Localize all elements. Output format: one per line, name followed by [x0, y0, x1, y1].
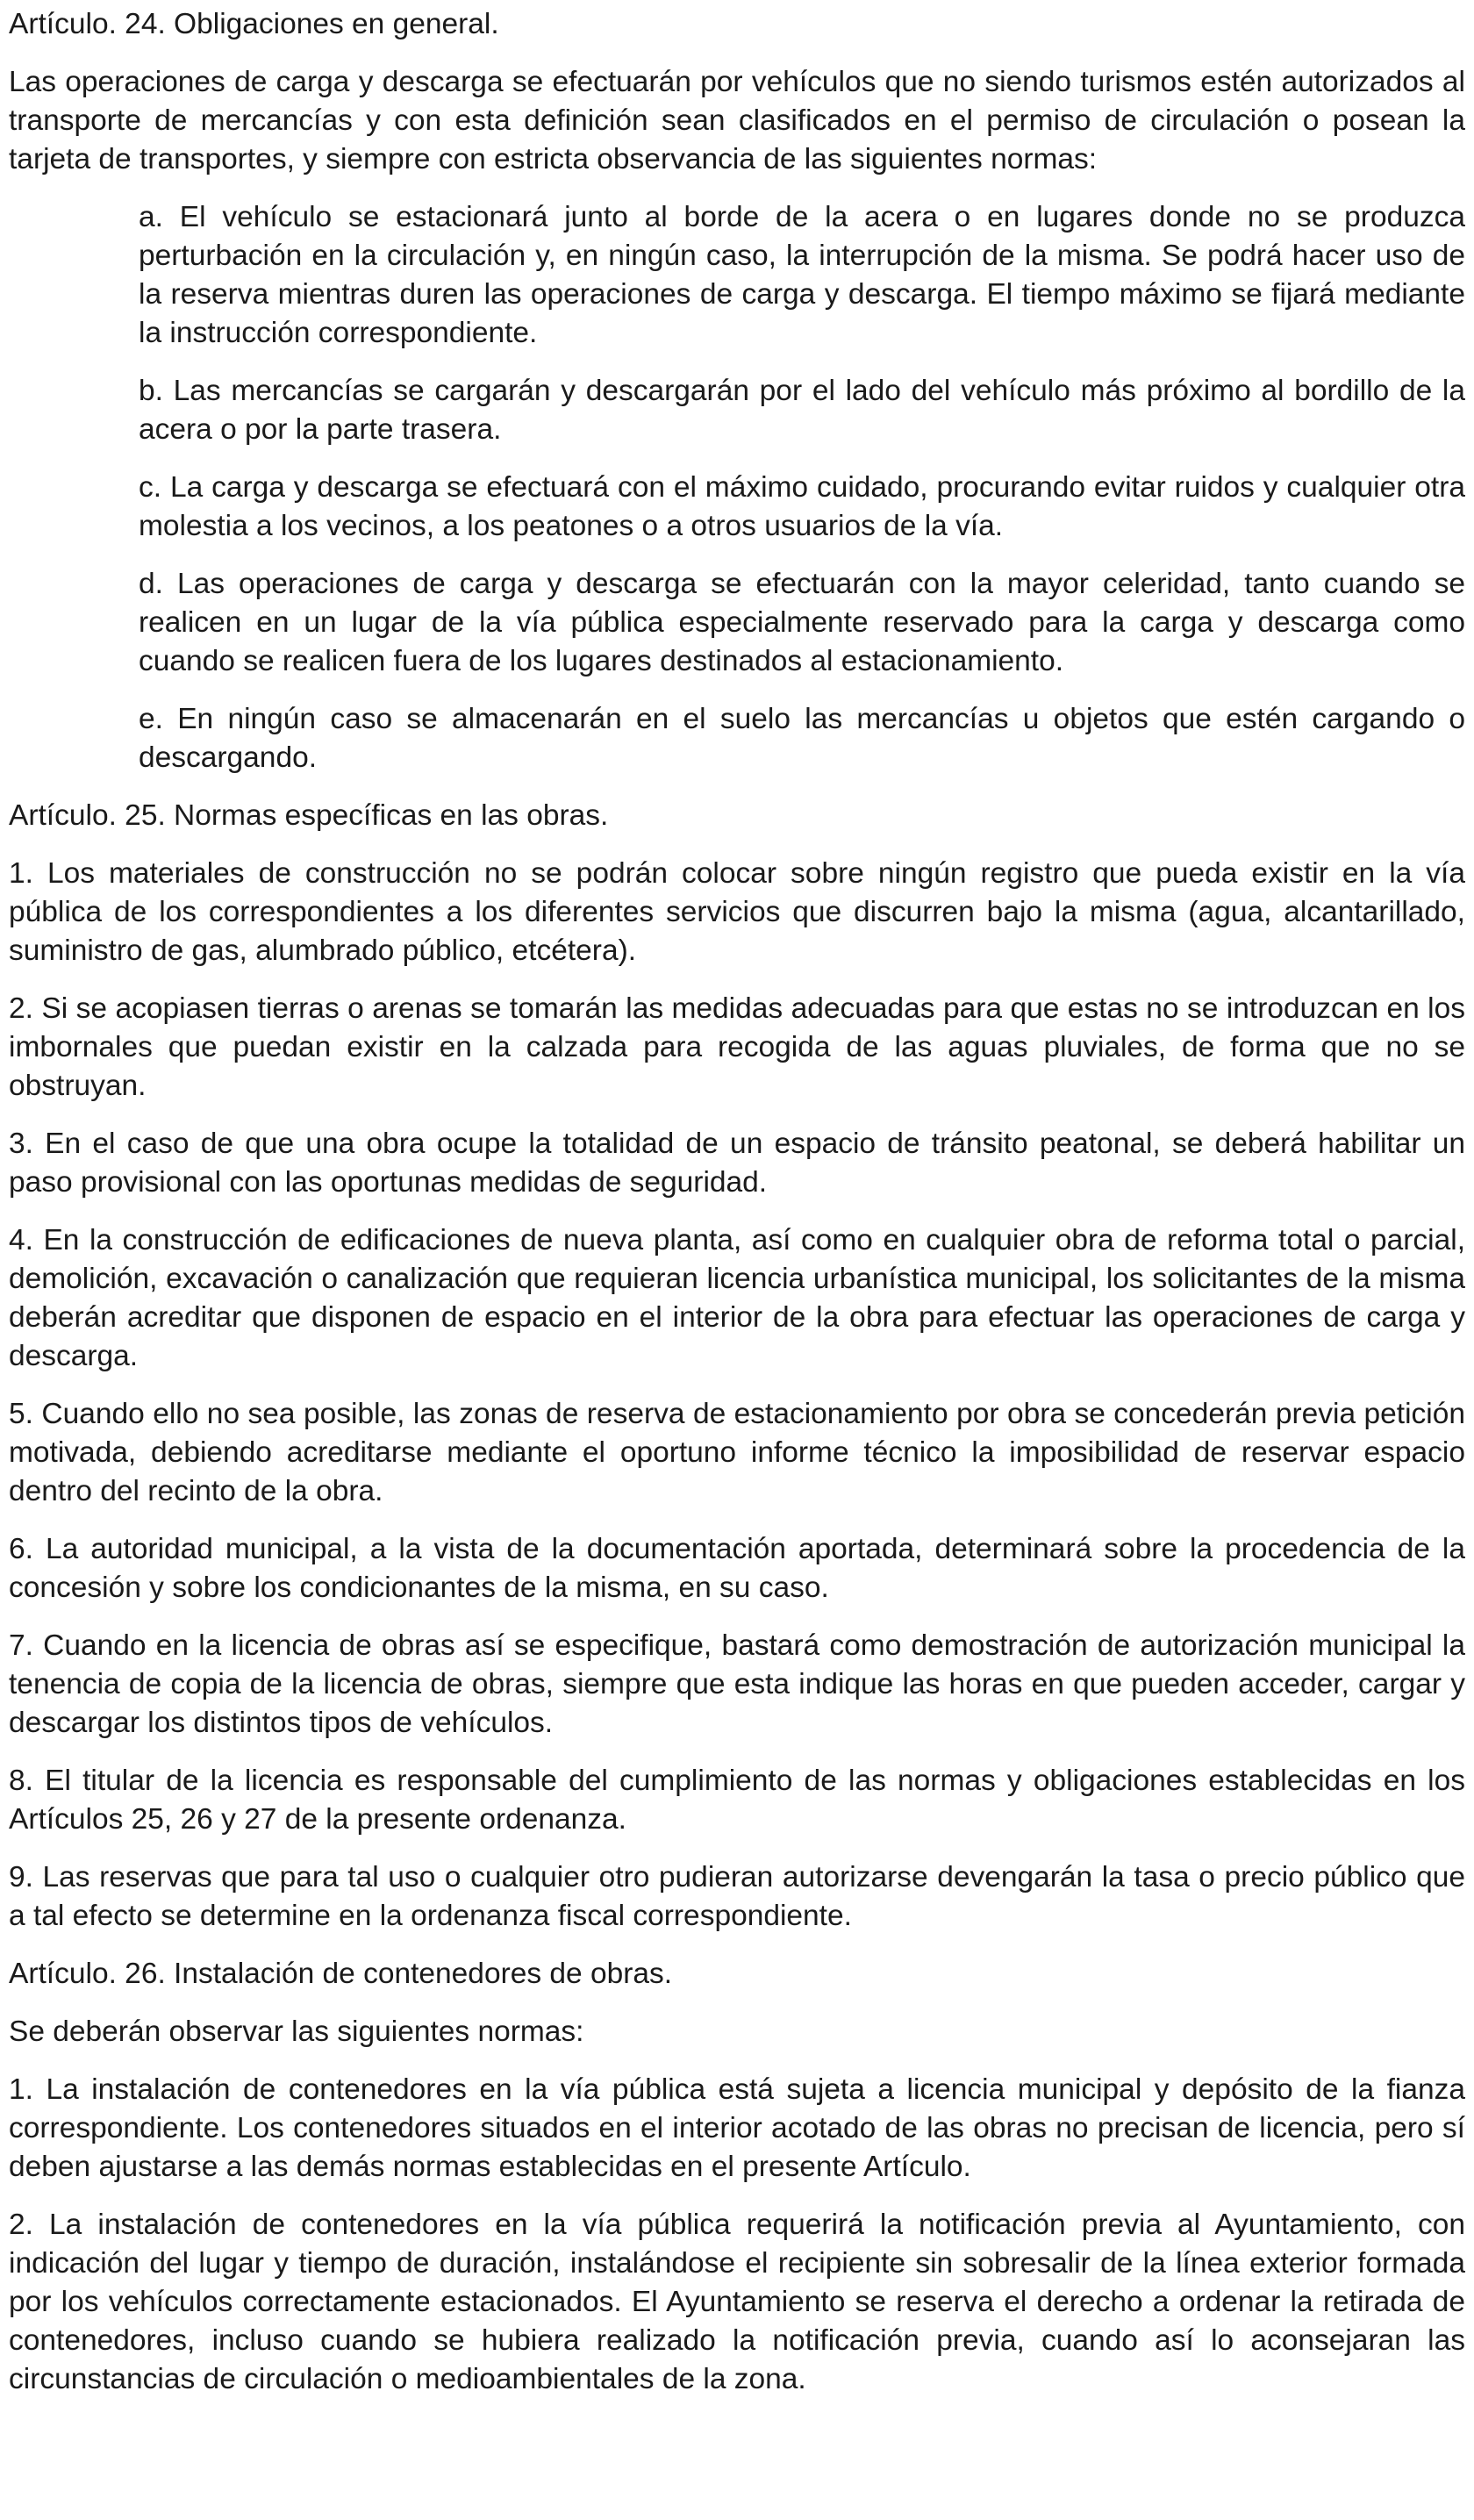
article-25-item-1: 1. Los materiales de construcción no se podrán colocar sobre ningún registro que pueda existir en la vía pública de los correspondientes a los diferentes servicios que discurren bajo la misma (agua, alcantarillado, suministro de gas, alumbrado público, etcétera). [9, 857, 1465, 967]
article-26-heading: Artículo. 26. Instalación de contenedores de obras. [9, 1958, 673, 1990]
article-25-heading: Artículo. 25. Normas específicas en las obras. [9, 799, 609, 832]
article-25-item-4: 4. En la construcción de edificaciones de nueva planta, así como en cualquier obra de reforma total o parcial, demolición, excavación o canalización que requieran licencia urbanística municipal, los solicitantes de la misma deberán acreditar que disponen de espacio en el interior de la obra para efectuar las operaciones de carga y descarga. [9, 1224, 1465, 1372]
article-25-item-2: 2. Si se acopiasen tierras o arenas se tomarán las medidas adecuadas para que estas no se introduzcan en los imbornales que puedan existir en la calzada para recogida de las aguas pluviales, de forma que no se obstruyan. [9, 992, 1465, 1102]
article-25-item-3: 3. En el caso de que una obra ocupe la totalidad de un espacio de tránsito peatonal, se deberá habilitar un paso provisional con las oportunas medidas de seguridad. [9, 1128, 1465, 1199]
article-26-item-1: 1. La instalación de contenedores en la vía pública está sujeta a licencia municipal y depósito de la fianza correspondiente. Los contenedores situados en el interior acotado de las obras no precisan de licencia, pero sí deben ajustarse a las demás normas establecidas en el presente Artículo. [9, 2073, 1465, 2183]
article-26-intro: Se deberán observar las siguientes normas: [9, 2015, 584, 2048]
document-page [9, 0, 1465, 2399]
article-25-item-8: 8. El titular de la licencia es responsable del cumplimiento de las normas y obligaciones establecidas en los Artículos 25, 26 y 27 de la presente ordenanza. [9, 1765, 1465, 1836]
article-24-intro: Las operaciones de carga y descarga se efectuarán por vehículos que no siendo turismos estén autorizados al transporte de mercancías y con esta definición sean clasificados en el permiso de circulación o posean la tarjeta de transportes, y siempre con estricta observancia de las siguientes normas: [9, 66, 1465, 175]
article-24-item-d: d. Las operaciones de carga y descarga se efectuarán con la mayor celeridad, tanto cuando se realicen en un lugar de la vía pública especialmente reservado para la carga y descarga como cuando se realicen fuera de los lugares destinados al estacionamiento. [139, 568, 1465, 677]
article-25-item-5: 5. Cuando ello no sea posible, las zonas de reserva de estacionamiento por obra se concederán previa petición motivada, debiendo acreditarse mediante el oportuno informe técnico la imposibilidad de reservar espacio dentro del recinto de la obra. [9, 1398, 1465, 1507]
article-24-item-c: c. La carga y descarga se efectuará con el máximo cuidado, procurando evitar ruidos y cualquier otra molestia a los vecinos, a los peatones o a otros usuarios de la vía. [139, 471, 1465, 542]
article-24-item-e: e. En ningún caso se almacenarán en el suelo las mercancías u objetos que estén cargando o descargando. [139, 703, 1465, 774]
article-26-item-2: 2. La instalación de contenedores en la vía pública requerirá la notificación previa al Ayuntamiento, con indicación del lugar y tiempo de duración, instalándose el recipiente sin sobresalir de la línea exterior formada por los vehículos correctamente estacionados. El Ayuntamiento se reserva el derecho a ordenar la retirada de contenedores, incluso cuando se hubiera realizado la notificación previa, cuando así lo aconsejaran las circunstancias de circulación o medioambientales de la zona. [9, 2209, 1465, 2395]
article-25-item-7: 7. Cuando en la licencia de obras así se especifique, bastará como demostración de autorización municipal la tenencia de copia de la licencia de obras, siempre que esta indique las horas en que pueden acceder, cargar y descargar los distintos tipos de vehículos. [9, 1629, 1465, 1739]
article-24-item-b: b. Las mercancías se cargarán y descargarán por el lado del vehículo más próximo al bordillo de la acera o por la parte trasera. [139, 375, 1465, 446]
article-24-heading: Artículo. 24. Obligaciones en general. [9, 8, 499, 40]
article-25-item-6: 6. La autoridad municipal, a la vista de la documentación aportada, determinará sobre la procedencia de la concesión y sobre los condicionantes de la misma, en su caso. [9, 1533, 1465, 1604]
article-25-item-9: 9. Las reservas que para tal uso o cualquier otro pudieran autorizarse devengarán la tasa o precio público que a tal efecto se determine en la ordenanza fiscal correspondiente. [9, 1861, 1465, 1932]
article-24-item-a: a. El vehículo se estacionará junto al borde de la acera o en lugares donde no se produzca perturbación en la circulación y, en ningún caso, la interrupción de la misma. Se podrá hacer uso de la reserva mientras duren las operaciones de carga y descarga. El tiempo máximo se fijará mediante la instrucción correspondiente. [139, 201, 1465, 349]
